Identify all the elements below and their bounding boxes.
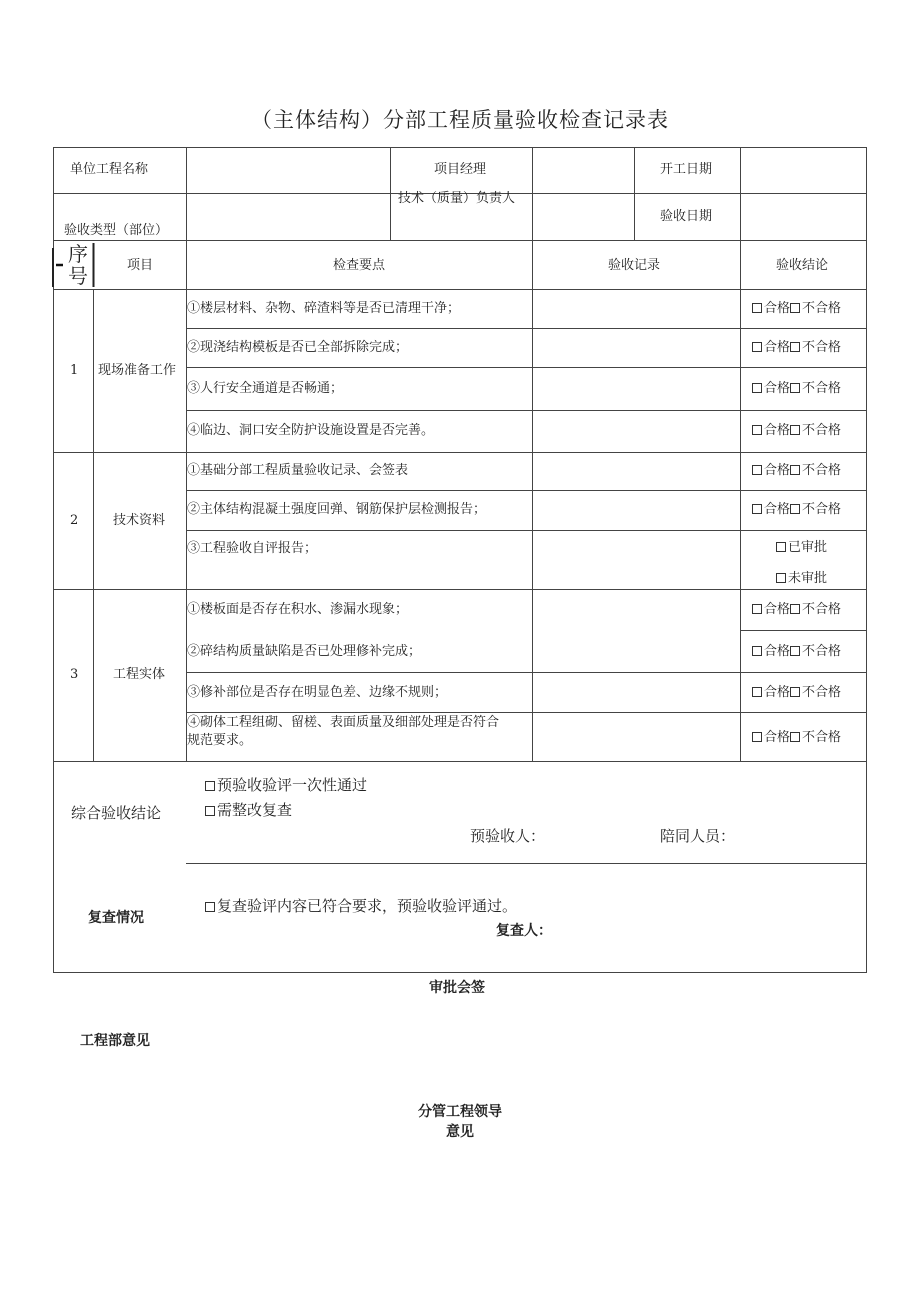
review-label: 复查情况: [88, 910, 144, 926]
pass-label: 合格: [764, 423, 791, 438]
fail-checkbox[interactable]: [790, 383, 800, 393]
pass-once-checkbox[interactable]: [205, 781, 215, 791]
conclusion-checkbox-group: [752, 502, 841, 518]
section-2-name: 技术资料: [113, 513, 166, 528]
conclusion-header: 验收结论: [776, 258, 829, 273]
item-header: 项目: [127, 258, 154, 273]
fail-label: 不合格: [802, 463, 842, 478]
fail-checkbox[interactable]: [790, 604, 800, 614]
fail-label: 不合格: [802, 644, 842, 659]
pass-checkbox[interactable]: [752, 342, 762, 352]
approved-option: [776, 540, 827, 556]
conclusion-checkbox-group: [752, 730, 841, 746]
tech-label: 技术（质量）负责人: [398, 191, 516, 206]
pass-label: 合格: [764, 301, 791, 316]
fail-checkbox[interactable]: [790, 342, 800, 352]
pass-label: 合格: [764, 730, 791, 745]
section-1-point-4: ④临边、洞口安全防护设施设置是否完善。: [187, 423, 435, 438]
fail-label: 不合格: [802, 423, 842, 438]
pass-checkbox[interactable]: [752, 732, 762, 742]
conclusion-checkbox-group: [752, 301, 841, 317]
pass-checkbox[interactable]: [752, 303, 762, 313]
section-3-no: 3: [70, 667, 79, 682]
pass-label: 合格: [764, 685, 791, 700]
summary-option-2: 需整改复查: [205, 802, 292, 818]
conclusion-checkbox-group: [752, 644, 841, 660]
fail-checkbox[interactable]: [790, 425, 800, 435]
needs-recheck-checkbox[interactable]: [205, 806, 215, 816]
fail-checkbox[interactable]: [790, 646, 800, 656]
approved-label: 已审批: [788, 540, 828, 555]
section-3-point-4: ④砌体工程组砌、留槎、表面质量及细部处理是否符合: [187, 715, 500, 730]
seq-header: 序号: [68, 242, 88, 288]
not-approved-option: [776, 571, 827, 587]
pass-label: 合格: [764, 602, 791, 617]
pass-label: 合格: [764, 644, 791, 659]
type-label: 验收类型（部位）: [64, 223, 169, 238]
unit-name-label: 单位工程名称: [70, 162, 149, 177]
not-approved-label: 未审批: [788, 571, 828, 586]
conclusion-checkbox-group: [752, 423, 841, 439]
section-3-name: 工程实体: [113, 667, 166, 682]
inspector-label: 预验收人：: [470, 827, 546, 845]
leader-opinion-label-2: 意见: [446, 1124, 474, 1140]
fail-label: 不合格: [802, 685, 842, 700]
section-3-point-4-cont: 规范要求。: [187, 733, 253, 748]
section-2-point-1: ①基础分部工程质量验收记录、会签表: [187, 463, 409, 478]
approval-heading: 审批会签: [429, 980, 485, 996]
fail-label: 不合格: [802, 301, 842, 316]
dept-opinion-label: 工程部意见: [80, 1033, 150, 1049]
pass-checkbox[interactable]: [752, 425, 762, 435]
review-option: 复查验评内容已符合要求，预验收验评通过。: [205, 898, 517, 914]
fail-label: 不合格: [802, 730, 842, 745]
fail-checkbox[interactable]: [790, 687, 800, 697]
pass-checkbox[interactable]: [752, 465, 762, 475]
pass-checkbox[interactable]: [752, 646, 762, 656]
table-border: [54, 148, 867, 973]
conclusion-checkbox-group: [752, 463, 841, 479]
pass-checkbox[interactable]: [752, 687, 762, 697]
start-date-label: 开工日期: [660, 162, 713, 177]
record-header: 验收记录: [608, 258, 661, 273]
section-3-point-3: ③修补部位是否存在明显色差、边缘不规则；: [187, 685, 448, 700]
pm-label: 项目经理: [434, 162, 487, 177]
pass-checkbox[interactable]: [752, 604, 762, 614]
review-pass-checkbox[interactable]: [205, 902, 215, 912]
summary-label: 综合验收结论: [71, 804, 162, 822]
points-header: 检查要点: [333, 258, 386, 273]
accompany-label: 陪同人员：: [660, 827, 736, 845]
reviewer-label: 复查人：: [496, 923, 552, 939]
pass-label: 合格: [764, 381, 791, 396]
section-2-point-3: ③工程验收自评报告；: [187, 541, 318, 556]
pass-label: 合格: [764, 502, 791, 517]
fail-label: 不合格: [802, 502, 842, 517]
section-1-name: 现场准备工作: [98, 363, 177, 378]
conclusion-checkbox-group: [752, 602, 841, 618]
section-3-point-1: ①楼板面是否存在积水、渗漏水现象；: [187, 602, 409, 617]
fail-checkbox[interactable]: [790, 465, 800, 475]
leader-opinion-label-1: 分管工程领导: [418, 1104, 502, 1120]
fail-label: 不合格: [802, 340, 842, 355]
section-1-point-3: ③人行安全通道是否畅通；: [187, 381, 344, 396]
pass-label: 合格: [764, 463, 791, 478]
section-3-point-2: ②碎结构质量缺陷是否已处理修补完成；: [187, 644, 422, 659]
summary-option-1: 预验收验评一次性通过: [205, 777, 367, 793]
pass-label: 合格: [764, 340, 791, 355]
section-2-point-2: ②主体结构混凝土强度回弹、钢筋保护层检测报告；: [187, 502, 487, 517]
page-title: （主体结构）分部工程质量验收检查记录表: [251, 108, 669, 132]
section-1-point-2: ②现浇结构模板是否已全部拆除完成；: [187, 340, 409, 355]
approved-checkbox[interactable]: [776, 542, 786, 552]
accept-date-label: 验收日期: [660, 209, 713, 224]
fail-checkbox[interactable]: [790, 504, 800, 514]
section-1-point-1: ①楼层材料、杂物、碎渣料等是否已清理干净；: [187, 301, 461, 316]
fail-label: 不合格: [802, 602, 842, 617]
section-1-no: 1: [70, 363, 79, 378]
fail-checkbox[interactable]: [790, 303, 800, 313]
conclusion-checkbox-group: [752, 340, 841, 356]
pass-checkbox[interactable]: [752, 383, 762, 393]
conclusion-checkbox-group: [752, 685, 841, 701]
fail-label: 不合格: [802, 381, 842, 396]
section-2-no: 2: [70, 513, 79, 528]
fail-checkbox[interactable]: [790, 732, 800, 742]
conclusion-checkbox-group: [752, 381, 841, 397]
not-approved-checkbox[interactable]: [776, 573, 786, 583]
pass-checkbox[interactable]: [752, 504, 762, 514]
